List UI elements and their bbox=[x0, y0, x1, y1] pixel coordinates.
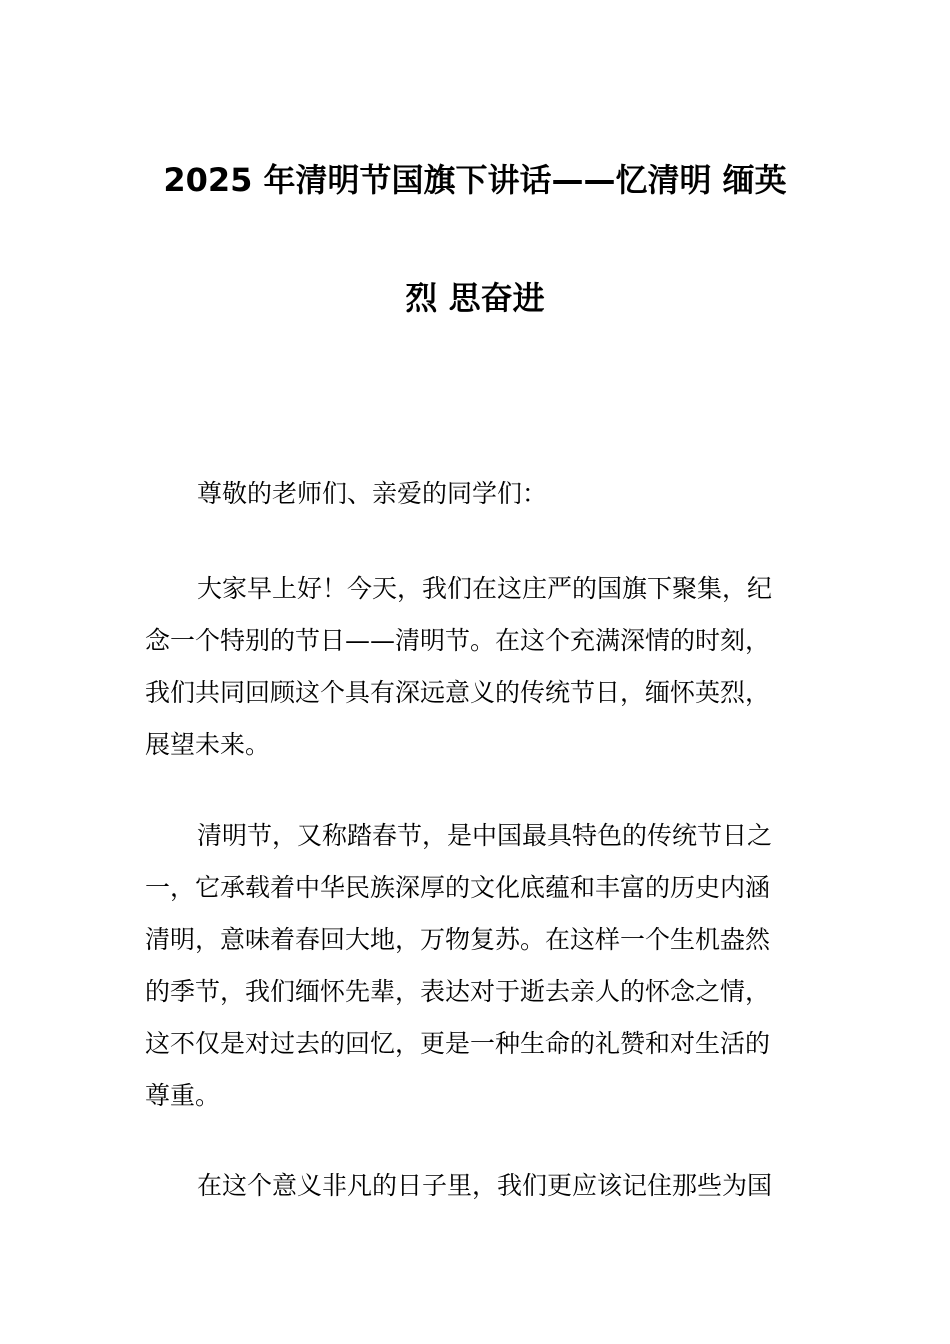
paragraph-line: 我们共同回顾这个具有深远意义的传统节日，缅怀英烈， bbox=[145, 678, 771, 707]
paragraph-line: 这不仅是对过去的回忆，更是一种生命的礼赞和对生活的 bbox=[145, 1029, 771, 1058]
greeting bbox=[145, 468, 805, 520]
greeting-text: 尊敬的老师们、亲爱的同学们： bbox=[197, 479, 548, 508]
document-title-line-2: 烈 思奋进 bbox=[405, 279, 545, 317]
paragraph-line: 清明节，又称踏春节，是中国最具特色的传统节日之 bbox=[197, 821, 773, 850]
paragraph-line: 在这个意义非凡的日子里，我们更应该记住那些为国 bbox=[197, 1171, 773, 1200]
paragraph-line: 尊重。 bbox=[145, 1081, 221, 1110]
paragraph-1 bbox=[145, 563, 805, 771]
paragraph-2 bbox=[145, 810, 805, 1122]
document-title-line-1: 2025 年清明节国旗下讲话——忆清明 缅英 bbox=[163, 161, 787, 199]
paragraph-line: 一，它承载着中华民族深厚的文化底蕴和丰富的历史内涵 bbox=[145, 873, 771, 902]
paragraph-line: 的季节，我们缅怀先辈，表达对于逝去亲人的怀念之情， bbox=[145, 977, 771, 1006]
paragraph-line: 展望未来。 bbox=[145, 730, 271, 759]
paragraph-line: 念一个特别的节日——清明节。在这个充满深情的时刻， bbox=[145, 626, 771, 655]
paragraph-line: 大家早上好！今天，我们在这庄严的国旗下聚集，纪 bbox=[197, 574, 773, 603]
paragraph-line: 清明，意味着春回大地，万物复苏。在这样一个生机盎然 bbox=[145, 925, 771, 954]
paragraph-3 bbox=[145, 1160, 805, 1212]
